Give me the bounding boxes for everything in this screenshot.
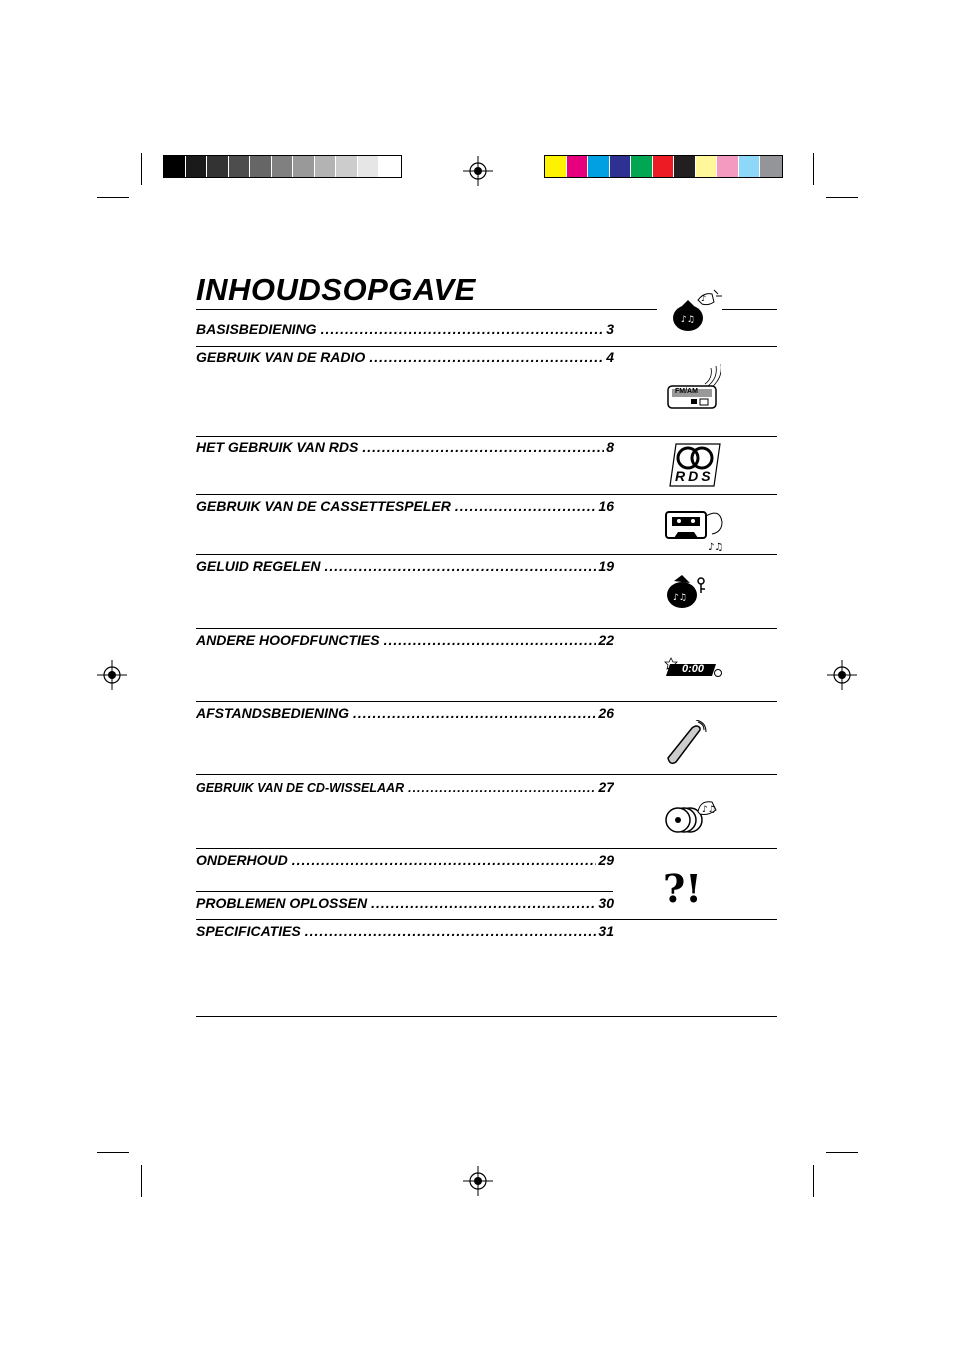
- section-divider: [196, 1016, 777, 1017]
- color-swatch: [588, 156, 610, 177]
- color-swatch: [717, 156, 739, 177]
- registration-mark-icon: [463, 1166, 493, 1196]
- toc-entry-radio[interactable]: [196, 349, 614, 365]
- toc-page: 31: [598, 923, 614, 939]
- section-divider: [196, 554, 777, 555]
- toc-label: HET GEBRUIK VAN RDS: [196, 439, 359, 455]
- svg-text:♪♫: ♪♫: [673, 593, 687, 603]
- toc-page: 16: [598, 498, 614, 514]
- gray-swatch: [272, 156, 294, 177]
- registration-mark-icon: [97, 660, 127, 690]
- toc-page: 26: [598, 705, 614, 721]
- color-swatch: [696, 156, 718, 177]
- toc-page: 19: [598, 558, 614, 574]
- toc-label: PROBLEMEN OPLOSSEN: [196, 895, 368, 911]
- crop-mark: [97, 197, 129, 198]
- title-rule-right: [722, 309, 777, 310]
- clock-display-icon: [664, 656, 726, 680]
- remote-control-icon: [664, 720, 708, 766]
- toc-entry-specificaties[interactable]: [196, 923, 614, 939]
- toc-label: AFSTANDSBEDIENING: [196, 705, 349, 721]
- section-divider: [196, 848, 777, 849]
- toc-page: 22: [598, 632, 614, 648]
- clock-time: 0:00: [682, 663, 705, 675]
- toc-entry-hoofdfuncties[interactable]: [196, 632, 614, 648]
- section-divider: [196, 891, 613, 892]
- toc-label: GELUID REGELEN: [196, 558, 321, 574]
- toc-page: 3: [606, 321, 614, 337]
- section-divider: [196, 628, 777, 629]
- cassette-icon: [664, 502, 724, 552]
- crop-mark: [826, 1152, 858, 1153]
- toc-page: 8: [606, 439, 614, 455]
- rds-label: RDS: [675, 468, 714, 484]
- registration-mark-icon: [827, 660, 857, 690]
- toc-label: GEBRUIK VAN DE RADIO: [196, 349, 366, 365]
- sound-bag-icon: [664, 571, 712, 611]
- svg-text:♪♫: ♪♫: [702, 805, 716, 815]
- toc-page: 29: [598, 852, 614, 868]
- music-bag-icon: [668, 288, 724, 336]
- gray-swatch: [207, 156, 229, 177]
- gray-swatch: [186, 156, 208, 177]
- color-swatch: [674, 156, 696, 177]
- toc-page: 4: [606, 349, 614, 365]
- toc-label: SPECIFICATIES: [196, 923, 301, 939]
- toc-entry-basisbediening[interactable]: [196, 321, 614, 337]
- page-title: INHOUDSOPGAVE: [196, 272, 476, 307]
- color-swatch: [631, 156, 653, 177]
- toc-label: BASISBEDIENING: [196, 321, 317, 337]
- title-rule: [196, 309, 657, 310]
- toc-label: GEBRUIK VAN DE CD-WISSELAAR: [196, 781, 405, 795]
- toc-entry-afstandsbediening[interactable]: [196, 705, 614, 721]
- gray-swatch: [293, 156, 315, 177]
- color-swatch: [739, 156, 761, 177]
- toc-entry-onderhoud[interactable]: [196, 852, 614, 868]
- gray-swatch: [358, 156, 380, 177]
- registration-mark-icon: [463, 156, 493, 186]
- trouble-symbol: ?!: [663, 866, 702, 911]
- toc-label: ONDERHOUD: [196, 852, 288, 868]
- crop-mark: [813, 153, 814, 185]
- section-divider: [196, 774, 777, 775]
- toc-page: 30: [598, 895, 614, 911]
- fm-am-radio-icon: [667, 362, 721, 412]
- grayscale-bar: [163, 155, 402, 178]
- toc-label: ANDERE HOOFDFUNCTIES: [196, 632, 380, 648]
- svg-text:♪♫: ♪♫: [708, 542, 724, 552]
- color-swatch: [760, 156, 782, 177]
- toc-entry-cd-wisselaar[interactable]: [196, 779, 614, 795]
- radio-band-label: FM/AM: [675, 388, 698, 395]
- section-divider: [196, 494, 777, 495]
- gray-swatch: [336, 156, 358, 177]
- section-divider: [196, 701, 777, 702]
- gray-swatch: [315, 156, 337, 177]
- gray-swatch: [164, 156, 186, 177]
- toc-label: GEBRUIK VAN DE CASSETTESPELER: [196, 498, 451, 514]
- section-divider: [196, 919, 777, 920]
- rds-logo-icon: [668, 442, 722, 488]
- svg-text:♪♫: ♪♫: [681, 315, 695, 325]
- toc-entry-cassettespeler[interactable]: [196, 498, 614, 514]
- svg-text:♪: ♪: [701, 294, 707, 303]
- question-exclamation-icon: [663, 868, 709, 914]
- color-swatch: [545, 156, 567, 177]
- crop-mark: [826, 197, 858, 198]
- color-swatch: [653, 156, 675, 177]
- color-swatch: [567, 156, 589, 177]
- color-bar: [544, 155, 783, 178]
- crop-mark: [97, 1152, 129, 1153]
- gray-swatch: [250, 156, 272, 177]
- gray-swatch: [379, 156, 401, 177]
- crop-mark: [813, 1165, 814, 1197]
- toc-entry-problemen[interactable]: [196, 895, 614, 911]
- toc-entry-geluid[interactable]: [196, 558, 614, 574]
- cd-changer-icon: [664, 798, 720, 836]
- crop-mark: [141, 153, 142, 185]
- section-divider: [196, 436, 777, 437]
- color-swatch: [610, 156, 632, 177]
- crop-mark: [141, 1165, 142, 1197]
- section-divider: [196, 346, 777, 347]
- toc-page: 27: [598, 779, 614, 795]
- gray-swatch: [229, 156, 251, 177]
- toc-entry-rds[interactable]: [196, 439, 614, 455]
